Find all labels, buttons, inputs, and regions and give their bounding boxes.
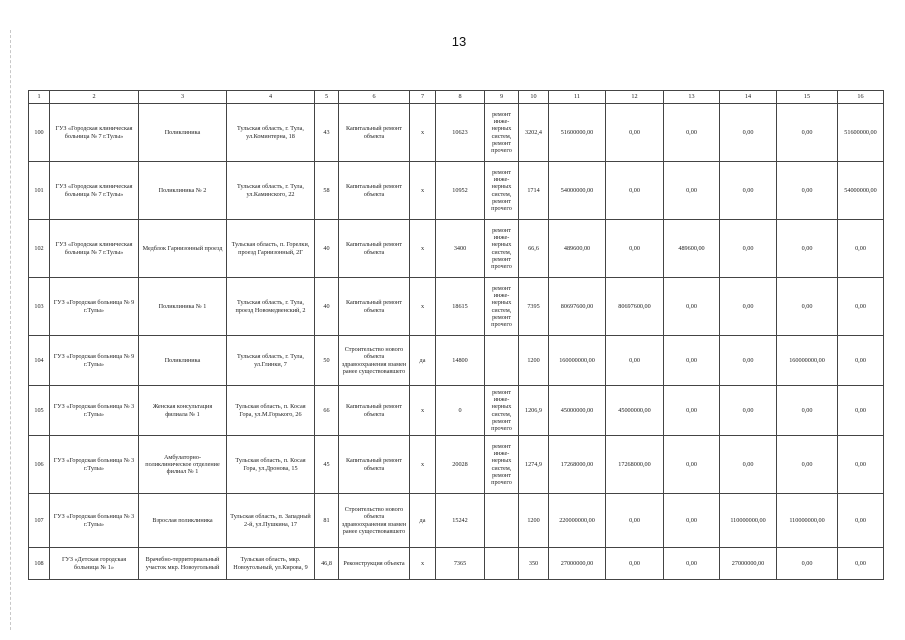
table-cell: 0,00: [838, 436, 884, 494]
table-cell: 105: [29, 386, 50, 436]
table-row: [29, 220, 884, 278]
table-cell: 0,00: [606, 220, 664, 278]
table-cell: 100: [29, 104, 50, 162]
column-number-cell: 4: [227, 91, 315, 104]
table-cell: 110000000,00: [720, 494, 777, 548]
column-number-cell: 5: [315, 91, 339, 104]
table-cell: 10952: [436, 162, 485, 220]
table-cell: х: [410, 220, 436, 278]
table-cell: 1200: [519, 494, 549, 548]
table-cell: Медблок Гарнизонный проезд: [139, 220, 227, 278]
table-cell: ремонт инже-нерных систем, ремонт прочего: [485, 104, 519, 162]
table-cell: 46,8: [315, 548, 339, 580]
table-cell: 80697600,00: [549, 278, 606, 336]
table-cell: 0,00: [720, 386, 777, 436]
table-cell: 0: [436, 386, 485, 436]
table-cell: Тульская область, п. Горелки, проезд Гарнизонный, 2Г: [227, 220, 315, 278]
table-cell: Строительство нового объекта здравоохранения взамен ранее существовавшего: [339, 494, 410, 548]
table-cell: 27000000,00: [549, 548, 606, 580]
table-cell: 0,00: [838, 220, 884, 278]
table-cell: 10623: [436, 104, 485, 162]
table-cell: х: [410, 104, 436, 162]
column-number-cell: 11: [549, 91, 606, 104]
table-cell: ГУЗ «Городская больница № 9 г.Тулы»: [50, 336, 139, 386]
table-cell: Тульская область, г. Тула, ул.Глинки, 7: [227, 336, 315, 386]
table-cell: 0,00: [720, 162, 777, 220]
margin-line: [10, 30, 11, 630]
table-row: [29, 104, 884, 162]
table-cell: 40: [315, 220, 339, 278]
table-row: [29, 386, 884, 436]
table-cell: 66: [315, 386, 339, 436]
table-cell: да: [410, 494, 436, 548]
table-cell: х: [410, 436, 436, 494]
table-row: [29, 162, 884, 220]
table-cell: 101: [29, 162, 50, 220]
table-cell: 0,00: [720, 336, 777, 386]
table-cell: 350: [519, 548, 549, 580]
table-cell: 0,00: [838, 386, 884, 436]
column-number-cell: 3: [139, 91, 227, 104]
table-row: [29, 548, 884, 580]
table-cell: 0,00: [664, 336, 720, 386]
table-cell: Капитальный ремонт объекта: [339, 162, 410, 220]
table-cell: Тульская область, г. Тула, ул.Коминтерна, 18: [227, 104, 315, 162]
table-cell: 0,00: [720, 104, 777, 162]
table-cell: Взрослая поликлиника: [139, 494, 227, 548]
table-cell: 0,00: [664, 436, 720, 494]
table-cell: 54000000,00: [549, 162, 606, 220]
table-cell: х: [410, 386, 436, 436]
table-cell: 0,00: [777, 104, 838, 162]
table-cell: ГУЗ «Городская больница № 9 г.Тулы»: [50, 278, 139, 336]
table-cell: 107: [29, 494, 50, 548]
column-number-cell: 13: [664, 91, 720, 104]
table-cell: Тульская область, г. Тула, проезд Новомедвенский, 2: [227, 278, 315, 336]
table-cell: Тульская область, п. Косая Гора, ул.Дронова, 15: [227, 436, 315, 494]
column-number-cell: 16: [838, 91, 884, 104]
table-cell: 0,00: [720, 220, 777, 278]
table-cell: 0,00: [720, 278, 777, 336]
table-cell: ГУЗ «Городская больница № 3 г.Тулы»: [50, 386, 139, 436]
table-cell: 0,00: [606, 162, 664, 220]
table-cell: 17268000,00: [549, 436, 606, 494]
table-cell: ремонт инже-нерных систем, ремонт прочего: [485, 278, 519, 336]
table-cell: Реконструкция объекта: [339, 548, 410, 580]
table-cell: [485, 336, 519, 386]
table-cell: 45: [315, 436, 339, 494]
table-cell: 489600,00: [664, 220, 720, 278]
table-cell: 7395: [519, 278, 549, 336]
table-cell: Капитальный ремонт объекта: [339, 104, 410, 162]
table-row: [29, 278, 884, 336]
table-cell: 0,00: [777, 162, 838, 220]
column-number-cell: 1: [29, 91, 50, 104]
table-cell: Поликлиника № 1: [139, 278, 227, 336]
table-cell: 17268000,00: [606, 436, 664, 494]
table-cell: 0,00: [606, 494, 664, 548]
table-cell: Врачебно-территориальный участок мкр. Новоугольный: [139, 548, 227, 580]
table-cell: 489600,00: [549, 220, 606, 278]
table-cell: ремонт инже-нерных систем, ремонт прочего: [485, 436, 519, 494]
table-cell: 0,00: [777, 436, 838, 494]
page-number: 13: [451, 34, 467, 49]
table-cell: 0,00: [777, 548, 838, 580]
table-cell: Женская консультация филиала № 1: [139, 386, 227, 436]
table-cell: 3400: [436, 220, 485, 278]
table-cell: 102: [29, 220, 50, 278]
table-cell: 0,00: [838, 336, 884, 386]
table-cell: ремонт инже-нерных систем, ремонт прочего: [485, 220, 519, 278]
table-cell: Поликлиника: [139, 336, 227, 386]
table-cell: 0,00: [664, 278, 720, 336]
column-number-cell: 12: [606, 91, 664, 104]
table-cell: 14800: [436, 336, 485, 386]
table-cell: 0,00: [838, 278, 884, 336]
table-cell: ГУЗ «Городская клиническая больница № 7 г.Тулы»: [50, 220, 139, 278]
table-cell: 51600000,00: [838, 104, 884, 162]
table-cell: 0,00: [606, 104, 664, 162]
table-cell: 45000000,00: [606, 386, 664, 436]
table-cell: Капитальный ремонт объекта: [339, 278, 410, 336]
table-cell: х: [410, 548, 436, 580]
table-cell: 0,00: [777, 386, 838, 436]
data-table: [28, 90, 884, 580]
table-cell: 15242: [436, 494, 485, 548]
table-cell: 43: [315, 104, 339, 162]
table-cell: 104: [29, 336, 50, 386]
table-cell: 0,00: [664, 162, 720, 220]
table-cell: 0,00: [664, 386, 720, 436]
table-cell: 40: [315, 278, 339, 336]
table-cell: 108: [29, 548, 50, 580]
table-cell: Капитальный ремонт объекта: [339, 220, 410, 278]
table-cell: 220000000,00: [549, 494, 606, 548]
table-cell: Капитальный ремонт объекта: [339, 386, 410, 436]
table-cell: 0,00: [838, 494, 884, 548]
table-cell: 1714: [519, 162, 549, 220]
table-cell: 1206,9: [519, 386, 549, 436]
column-number-cell: 15: [777, 91, 838, 104]
table-cell: 3202,4: [519, 104, 549, 162]
table-cell: 110000000,00: [777, 494, 838, 548]
table-cell: Амбулаторно-поликлиническое отделение филиал № 1: [139, 436, 227, 494]
column-number-cell: 2: [50, 91, 139, 104]
table-cell: 160000000,00: [549, 336, 606, 386]
table-cell: 50: [315, 336, 339, 386]
table-cell: Тульская область, п. Западный 2-й, ул.Пушкина, 17: [227, 494, 315, 548]
table-cell: 27000000,00: [720, 548, 777, 580]
table-cell: ГУЗ «Детская городская больница № 1»: [50, 548, 139, 580]
table-cell: Тульская область, г. Тула, ул.Каминского, 22: [227, 162, 315, 220]
table-cell: 54000000,00: [838, 162, 884, 220]
table-cell: 58: [315, 162, 339, 220]
table-cell: ГУЗ «Городская клиническая больница № 7 г.Тулы»: [50, 162, 139, 220]
table-cell: 0,00: [838, 548, 884, 580]
column-number-cell: 7: [410, 91, 436, 104]
column-number-cell: 8: [436, 91, 485, 104]
table-cell: Строительство нового объекта здравоохранения взамен ранее существовавшего: [339, 336, 410, 386]
table-cell: 51600000,00: [549, 104, 606, 162]
table-cell: ГУЗ «Городская клиническая больница № 7 г.Тулы»: [50, 104, 139, 162]
table-row: [29, 336, 884, 386]
table-cell: 160000000,00: [777, 336, 838, 386]
table-cell: Тульская область, мкр. Новоугольный, ул.Кирова, 9: [227, 548, 315, 580]
table-cell: х: [410, 162, 436, 220]
table-cell: ремонт инже-нерных систем, ремонт прочего: [485, 162, 519, 220]
table-cell: Поликлиника: [139, 104, 227, 162]
table-cell: х: [410, 278, 436, 336]
table-cell: 0,00: [777, 220, 838, 278]
table-cell: 45000000,00: [549, 386, 606, 436]
table-cell: 106: [29, 436, 50, 494]
column-number-cell: 9: [485, 91, 519, 104]
table-row: [29, 436, 884, 494]
table-cell: Капитальный ремонт объекта: [339, 436, 410, 494]
table-cell: 0,00: [777, 278, 838, 336]
column-number-row: [29, 91, 884, 104]
table-cell: 80697600,00: [606, 278, 664, 336]
table-cell: 0,00: [664, 104, 720, 162]
table-cell: 66,6: [519, 220, 549, 278]
table-cell: 103: [29, 278, 50, 336]
table-cell: ремонт инже-нерных систем, ремонт прочего: [485, 386, 519, 436]
table-cell: 20028: [436, 436, 485, 494]
table-cell: ГУЗ «Городская больница № 3 г.Тулы»: [50, 436, 139, 494]
table-cell: 18615: [436, 278, 485, 336]
table-cell: ГУЗ «Городская больница № 3 г.Тулы»: [50, 494, 139, 548]
table-cell: 0,00: [664, 494, 720, 548]
table-cell: 0,00: [720, 436, 777, 494]
table-cell: Тульская область, п. Косая Гора, ул.М.Горького, 26: [227, 386, 315, 436]
table-cell: 0,00: [664, 548, 720, 580]
table-cell: 0,00: [606, 336, 664, 386]
column-number-cell: 6: [339, 91, 410, 104]
table-cell: 81: [315, 494, 339, 548]
table-cell: Поликлиника № 2: [139, 162, 227, 220]
column-number-cell: 10: [519, 91, 549, 104]
table-cell: 7365: [436, 548, 485, 580]
table-cell: [485, 494, 519, 548]
column-number-cell: 14: [720, 91, 777, 104]
table-cell: 0,00: [606, 548, 664, 580]
table-cell: 1200: [519, 336, 549, 386]
table-cell: да: [410, 336, 436, 386]
table-cell: [485, 548, 519, 580]
table-row: [29, 494, 884, 548]
table-cell: 1274,9: [519, 436, 549, 494]
